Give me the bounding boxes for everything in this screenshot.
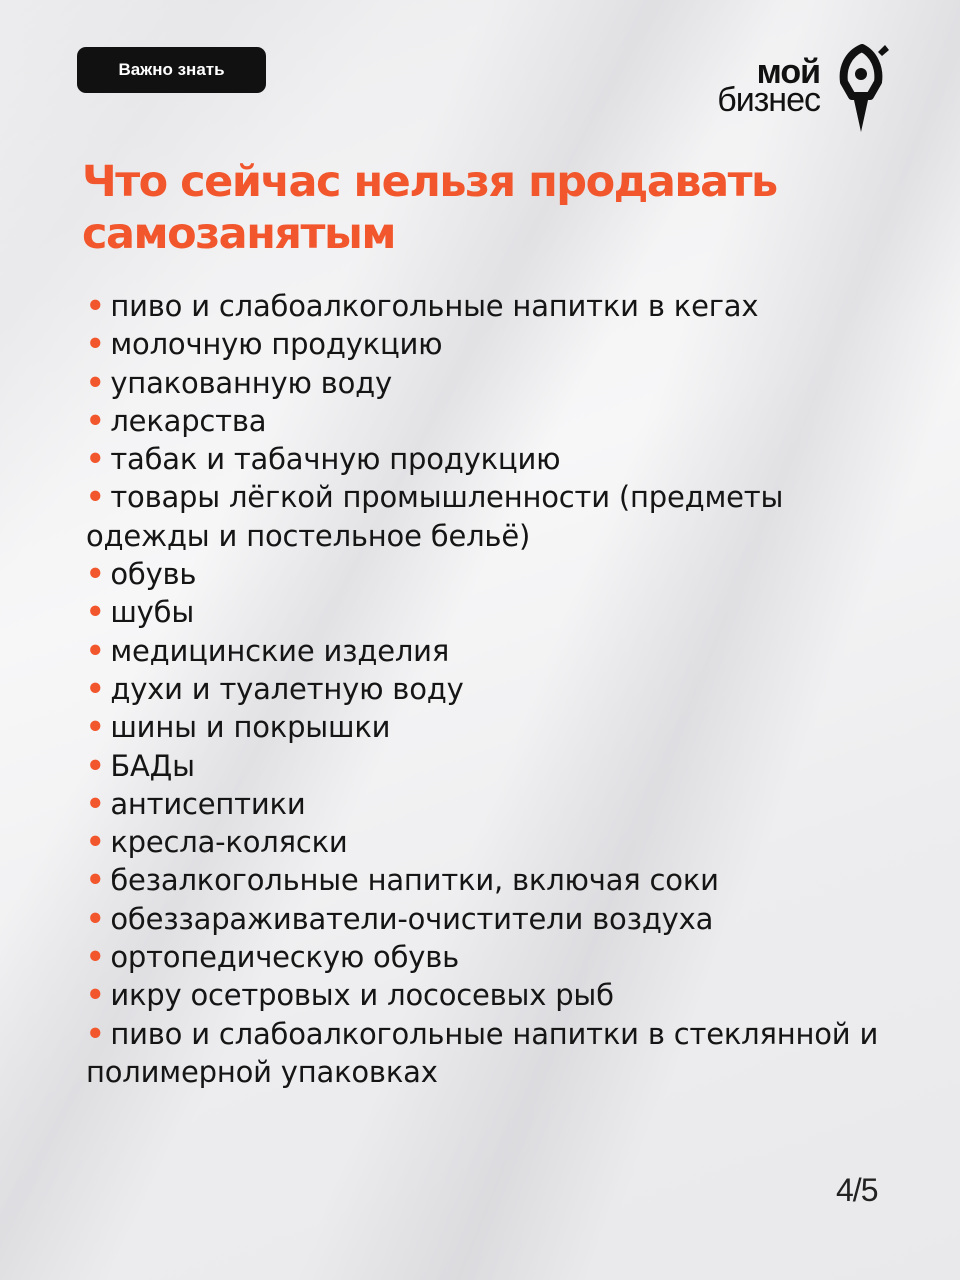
bullet-icon: •	[86, 289, 105, 323]
list-item-text: шины и покрышки	[110, 710, 391, 745]
rocket-pin-icon	[832, 44, 890, 136]
logo-line-2: бизнес	[717, 81, 820, 119]
list-item-text: антисептики	[110, 786, 306, 821]
list-item	[86, 823, 906, 861]
prohibited-goods-list	[86, 287, 906, 1091]
bullet-icon: •	[86, 480, 105, 515]
bullet-icon: •	[86, 557, 105, 592]
moi-biznes-logo	[688, 44, 898, 139]
list-item-text: лекарства	[110, 403, 267, 438]
bullet-icon: •	[86, 403, 105, 438]
list-item-text: табак и табачную продукцию	[110, 442, 561, 477]
list-item-text: обеззараживатели-очистители воздуха	[110, 901, 714, 936]
bullet-icon: •	[86, 710, 105, 745]
important-tag: Важно знать	[77, 47, 266, 93]
list-item	[86, 325, 906, 363]
bullet-icon: •	[86, 901, 105, 936]
list-item-text: упакованную воду	[110, 365, 392, 400]
list-item	[86, 1015, 906, 1092]
list-item-text: молочную продукцию	[110, 327, 443, 362]
page-title: Что сейчас нельзя продавать самозанятым	[82, 157, 777, 259]
logo-line-1: мой	[756, 53, 820, 91]
list-item-text: обувь	[110, 557, 197, 592]
list-item	[86, 747, 906, 785]
list-item-text: пиво и слабоалкогольные напитки в стеклянной и полимерной упаковках	[86, 1016, 879, 1089]
bullet-icon: •	[86, 633, 105, 668]
bullet-icon: •	[86, 978, 105, 1013]
list-item	[86, 364, 906, 402]
list-item-text: духи и туалетную воду	[110, 671, 464, 706]
list-item-text: икру осетровых и лососевых рыб	[110, 978, 614, 1013]
bullet-icon: •	[86, 940, 105, 975]
bullet-icon: •	[86, 786, 105, 821]
list-item-text: ортопедическую обувь	[110, 940, 460, 975]
list-item	[86, 478, 906, 555]
list-item-text: шубы	[110, 595, 195, 630]
bullet-icon: •	[86, 671, 105, 706]
bullet-icon: •	[86, 365, 105, 400]
list-item	[86, 670, 906, 708]
list-item	[86, 900, 906, 938]
list-item-text: безалкогольные напитки, включая соки	[110, 863, 719, 898]
list-item-text: товары лёгкой промышленности (предметы одежды и постельное бельё)	[86, 480, 784, 553]
list-item-text: БАДы	[110, 748, 195, 783]
list-item	[86, 555, 906, 593]
page-indicator: 4/5	[836, 1172, 878, 1208]
list-item	[86, 632, 906, 670]
bullet-icon: •	[86, 1016, 105, 1051]
bullet-icon: •	[86, 825, 105, 860]
bullet-icon: •	[86, 595, 105, 630]
list-item-text: пиво и слабоалкогольные напитки в кегах	[110, 289, 759, 323]
list-item	[86, 593, 906, 631]
list-item	[86, 938, 906, 976]
list-item-text: кресла-коляски	[110, 825, 348, 860]
list-item	[86, 440, 906, 478]
list-item	[86, 708, 906, 746]
list-item	[86, 287, 906, 325]
list-item	[86, 785, 906, 823]
list-item	[86, 861, 906, 899]
logo-text	[717, 53, 820, 119]
bullet-icon: •	[86, 442, 105, 477]
list-item	[86, 402, 906, 440]
list-item	[86, 976, 906, 1014]
bullet-icon: •	[86, 748, 105, 783]
bullet-icon: •	[86, 863, 105, 898]
bullet-icon: •	[86, 327, 105, 362]
list-item-text: медицинские изделия	[110, 633, 450, 668]
